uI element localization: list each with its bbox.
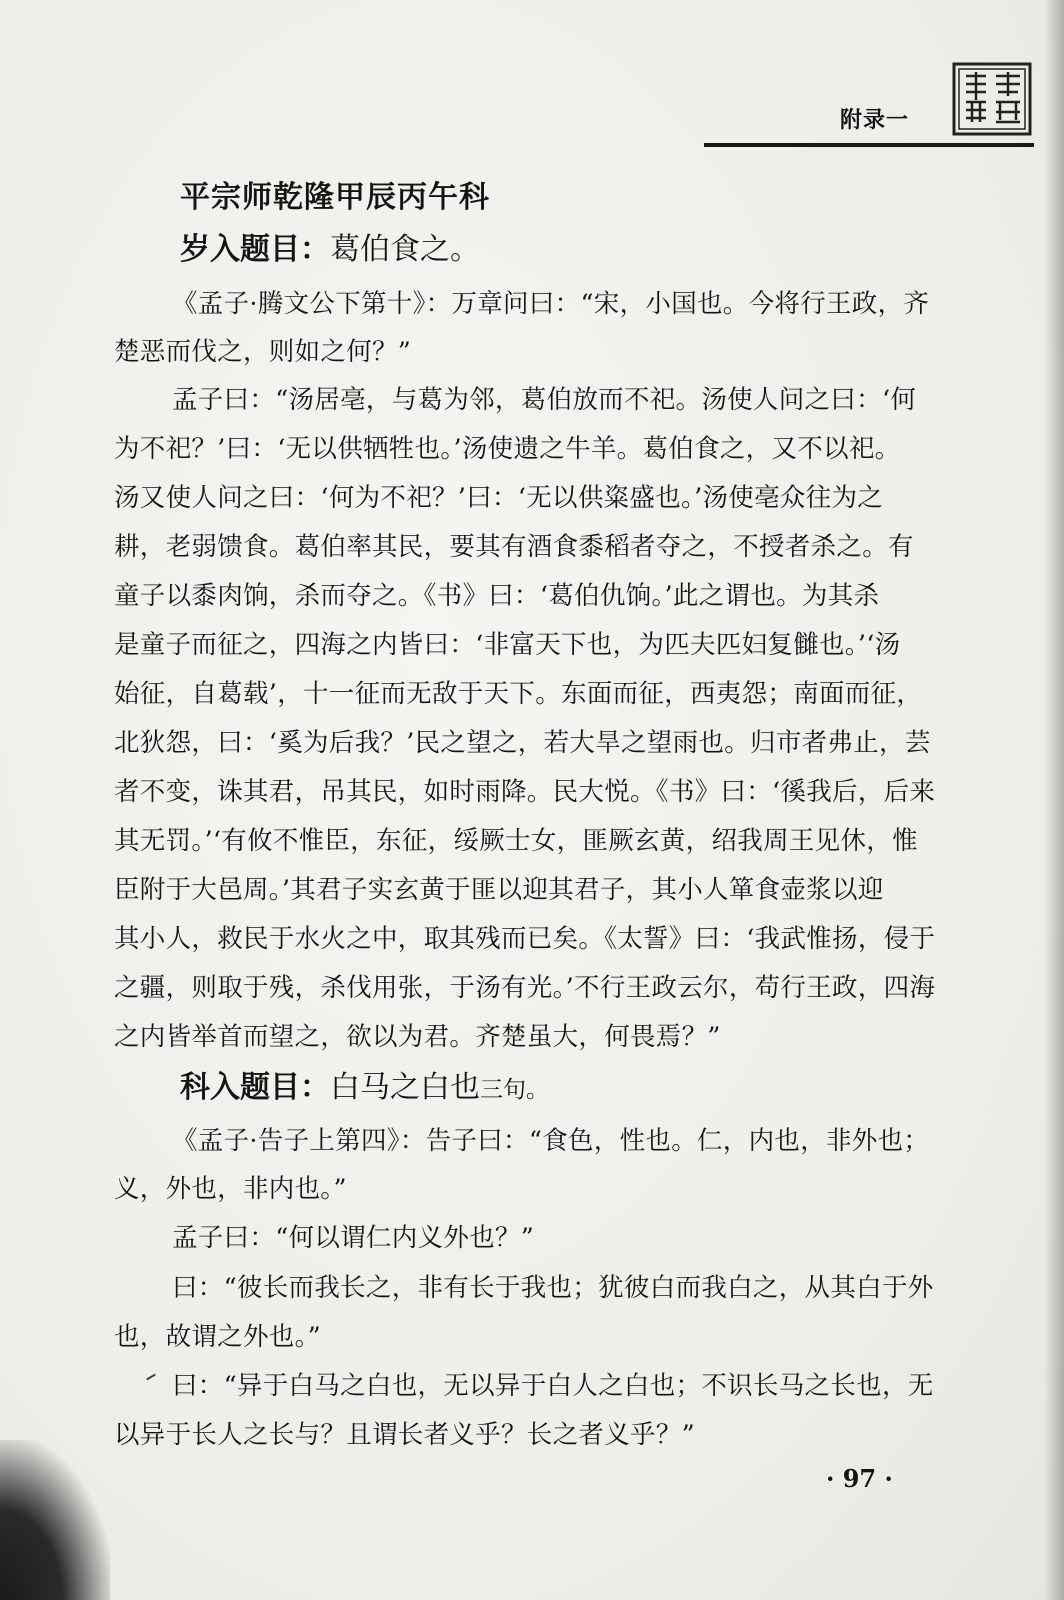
stray-mark bbox=[146, 1374, 156, 1381]
text-line: 北狄怨，曰：‘奚为后我？’民之望之，若大旱之望雨也。归市者弗止，芸 bbox=[114, 728, 931, 758]
seal-logo bbox=[952, 62, 1032, 136]
text-line: 其小人，救民于水火之中，取其残而已矣。《太誓》曰：‘我武惟扬，侵于 bbox=[114, 924, 936, 954]
text-line: 楚恶而伐之，则如之何？” bbox=[114, 337, 412, 367]
text-line: 义，外也，非内也。” bbox=[114, 1174, 347, 1204]
sui-entry-label: 岁入题目： bbox=[180, 232, 330, 267]
page-number: · 97 · bbox=[826, 1464, 893, 1493]
ke-entry-topic: 白马之白也 bbox=[330, 1070, 480, 1105]
text-line: 臣附于大邑周。’其君子实玄黄于匪以迎其君子，其小人箪食壶浆以迎 bbox=[114, 875, 884, 905]
text-line: 之内皆举首而望之，欲以为君。齐楚虽大，何畏焉？” bbox=[114, 1022, 721, 1052]
text-line: 《孟子·腾文公下第十》：万章问曰：“宋，小国也。今将行王政，齐 bbox=[172, 289, 930, 319]
text-line: 以异于长人之长与？且谓长者义乎？长之者义乎？” bbox=[114, 1420, 695, 1450]
text-line: 其无罚。’‘有攸不惟臣，东征，绥厥士女，匪厥玄黄，绍我周王见休，惟 bbox=[114, 826, 918, 856]
text-line: 汤又使人问之曰：‘何为不祀？’曰：‘无以供粢盛也。’汤使亳众往为之 bbox=[114, 483, 884, 513]
ke-entry-note: 三句。 bbox=[480, 1077, 549, 1103]
text-line: 是童子而征之，四海之内皆曰：‘非富天下也，为匹夫匹妇复雠也。’‘汤 bbox=[114, 630, 901, 660]
text-line: 也，故谓之外也。” bbox=[114, 1322, 321, 1352]
text-line: 始征，自葛载’，十一征而无敌于天下。东面而征，西夷怨；南面而征， bbox=[114, 679, 923, 709]
text-line: 之疆，则取于残，杀伐用张，于汤有光。’不行王政云尔，苟行王政，四海 bbox=[114, 973, 936, 1003]
text-line: 曰：“异于白马之白也，无以异于白人之白也；不识长马之长也，无 bbox=[172, 1371, 934, 1401]
text-line: 《孟子·告子上第四》：告子曰：“食色，性也。仁，内也，非外也； bbox=[172, 1126, 930, 1156]
sui-entry-topic: 葛伯食之。 bbox=[330, 232, 480, 267]
scan-shadow-left bbox=[0, 1440, 110, 1600]
text-line: 为不祀？’曰：‘无以供牺牲也。’汤使遗之牛羊。葛伯食之，又不以祀。 bbox=[114, 434, 901, 464]
ke-entry-label: 科入题目： bbox=[180, 1070, 330, 1105]
ke-entry-heading bbox=[180, 1062, 549, 1106]
text-line: 者不变，诛其君，吊其民，如时雨降。民大悦。《书》曰：‘徯我后，后来 bbox=[114, 777, 936, 807]
sui-entry-heading bbox=[180, 224, 480, 268]
scan-shadow-right bbox=[1044, 0, 1064, 1600]
header-rule bbox=[704, 143, 1034, 147]
text-line: 孟子曰：“汤居亳，与葛为邻，葛伯放而不祀。汤使人问之曰：‘何 bbox=[172, 385, 917, 415]
exam-title: 平宗师乾隆甲辰丙午科 bbox=[180, 180, 490, 215]
section-label: 附录一 bbox=[840, 108, 910, 133]
text-line: 童子以黍肉饷，杀而夺之。《书》曰：‘葛伯仇饷。’此之谓也。为其杀 bbox=[114, 581, 880, 611]
text-line: 孟子曰：“何以谓仁内义外也？” bbox=[172, 1223, 535, 1253]
text-line: 曰：“彼长而我长之，非有长于我也；犹彼白而我白之，从其白于外 bbox=[172, 1273, 934, 1303]
text-line: 耕，老弱馈食。葛伯率其民，要其有酒食黍稻者夺之，不授者杀之。有 bbox=[114, 532, 914, 562]
